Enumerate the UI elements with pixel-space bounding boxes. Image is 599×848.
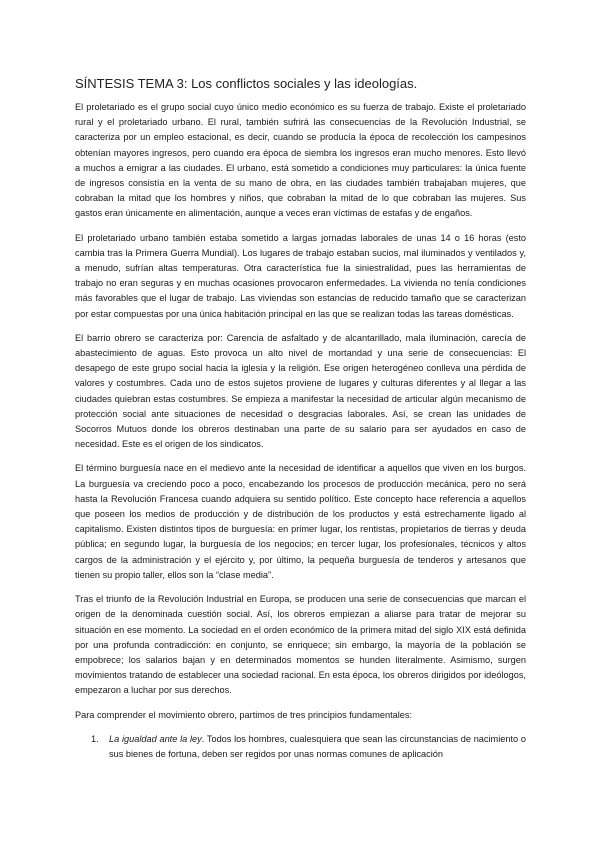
list-item-number: 1. [91, 733, 99, 744]
page-title: SÍNTESIS TEMA 3: Los conflictos sociales y las ideologías. [75, 76, 418, 91]
list-item-emphasis: La igualdad ante la ley [109, 733, 202, 744]
document-body [75, 100, 526, 762]
principles-list [75, 732, 526, 762]
paragraph-principios-intro: Para comprender el movimiento obrero, partimos de tres principios fundamentales: [75, 709, 413, 720]
paragraph-cuestion-social: Tras el triunfo de la Revolución Industrial en Europa, se producen una serie de consecuencias que marcan el origen de la denominada cuestión social. Así, los obreros empiezan a aliarse para tratar de mejorar su situación en ese momento. La sociedad en el orden económico de la primera mitad del siglo XIX está definida por una profunda contradicción: en conjunto, se enriquece; sin embargo, la mayoría de la población se empobrece; los salarios bajan y en determinados momentos se hunden literalmente. Asimismo, surgen movimientos tratando de establecer una sociedad racional. En esta época, los obreros dirigidos por ideólogos, empezaron a luchar por sus derechos. [75, 594, 526, 696]
list-item [75, 732, 526, 762]
paragraph-burguesia: El término burguesía nace en el medievo ante la necesidad de identificar a aquellos que viven en los burgos. La burguesía va creciendo poco a poco, encabezando los procesos de producción mecánica, pero no será hasta la Revolución Francesa cuando adquiera su sentido político. Este concepto hace referencia a aquellos que poseen los medios de producción y de distribución de los productos y está estrechamente ligado al capitalismo. Existen distintos tipos de burguesía: en primer lugar, los rentistas, propietarios de tierras y deuda pública; en segundo lugar, la burguesía de los negocios; en tercer lugar, los profesionales, técnicos y altos cargos de la administración y el ejército y, por último, la pequeña burguesía de tenderos y artesanos que tienen su propio taller, ellos son la “clase media”. [75, 463, 526, 580]
paragraph-barrio-obrero: El barrio obrero se caracteriza por: Carencia de asfaltado y de alcantarillado, mala iluminación, carecía de abastecimiento de aguas. Esto provoca un alto nivel de mortandad y una serie de consecuencias: El desapego de este grupo social hacia la iglesia y la religión. Ese origen heterogéneo conlleva una pérdida de valores y costumbres. Cada uno de estos sujetos proviene de lugares y culturas diferentes y al llegar a las ciudades quiebran estas costumbres. Se empieza a manifestar la necesidad de articular algún mecanismo de protección social ante situaciones de necesidad o desgracias laborales. Así, se crean las unidades de Socorros Mutuos donde los obreros destinaban una parte de su salario para ser ayudados en caso de necesidad. Este es el origen de los sindicatos. [75, 332, 526, 450]
paragraph-proletariado: El proletariado es el grupo social cuyo único medio económico es su fuerza de trabajo. Existe el proletariado rural y el proletariado urbano. El rural, también sufrirá las consecuencias de la Revolución Industrial, se caracteriza por un empleo estacional, es decir, cuando se producía la época de recolección los campesinos obtenían mayores ingresos, pero cuando era época de siembra los ingresos eran mucho menores. Esto llevó a muchos a emigrar a las ciudades. El urbano, está sometido a condiciones muy particulares: la única fuente de ingresos consistía en la venta de su mano de obra, en las ciudades también trabajaban mujeres, que cobraban la mitad que los hombres y niños, que cobraban la mitad de lo que cobraban las mujeres. Sus gastos eran únicamente en alimentación, aunque a veces eran víctimas de estafas y de engaños. [75, 102, 526, 219]
list-item-text: . Todos los hombres, cualesquiera que sean las circunstancias de nacimiento o sus bienes de fortuna, deben ser regidos por unas normas comunes de aplicación [109, 733, 526, 759]
paragraph-proletariado-urbano: El proletariado urbano también estaba sometido a largas jornadas laborales de unas 14 o 16 horas (esto cambia tras la Primera Guerra Mundial). Los lugares de trabajo estaban sucios, mal iluminados y ventilados y, a menudo, sufrían altas temperaturas. Otra característica fue la siniestralidad, pues las herramientas de trabajo no eran seguras y en muchas ocasiones provocaron enfermedades. La vivienda no tenía condiciones más favorables que el lugar de trabajo. Las viviendas son estancias de reducido tamaño que se caracterizan por estar compuestas por una única habitación principal en las que se realizan todas las tareas domésticas. [75, 232, 526, 319]
